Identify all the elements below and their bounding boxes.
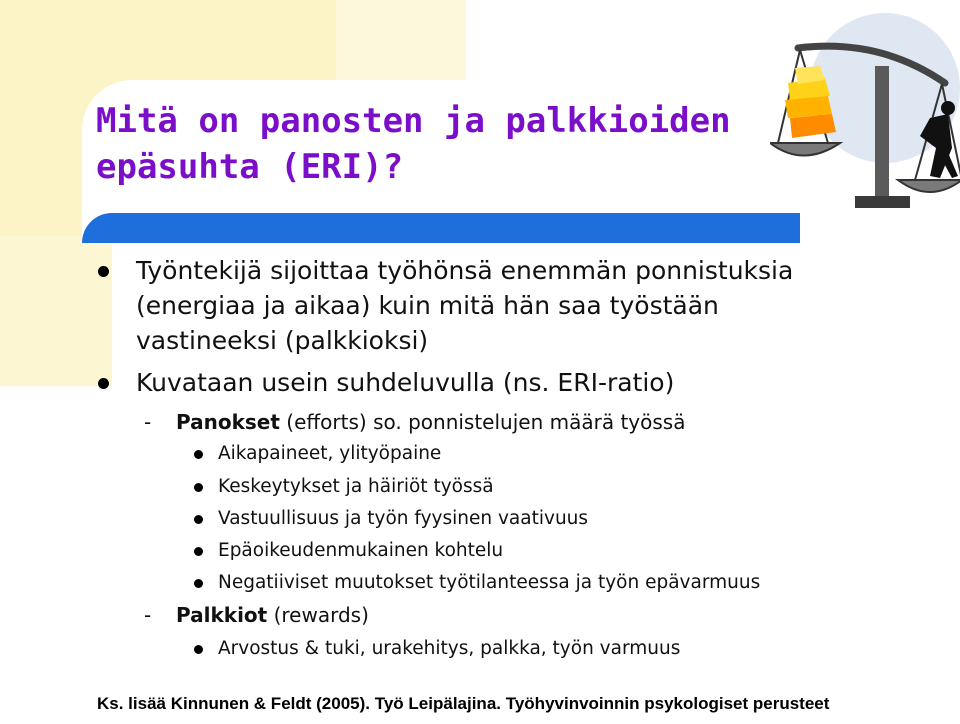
title-accent-bar [82,213,800,243]
bullet-text: (energiaa ja aikaa) kuin mitä hän saa työstään [136,291,719,320]
bullet-icon [98,378,109,389]
bullet-icon [194,515,203,524]
title-line-1: Mitä on panosten ja palkkioiden [96,101,731,141]
efforts-description: (efforts) so. ponnistelujen määrä työssä [279,410,686,434]
bullet-icon [194,547,203,556]
bullet-icon [194,483,203,492]
efforts-label: Panokset [176,410,280,434]
balance-scale-icon [770,8,960,213]
rewards-heading [176,601,369,629]
bullet-text: Työntekijä sijoittaa työhönsä enemmän ponnistuksia [136,256,794,285]
bullet-icon [194,450,203,459]
list-item: Vastuullisuus ja työn fyysinen vaativuus [218,508,589,529]
list-item: Arvostus & tuki, urakehitys, palkka, työn varmuus [218,638,681,659]
bullet-icon [98,266,109,277]
bullet-text: vastineeksi (palkkioksi) [136,326,429,355]
bullet-text: Kuvataan usein suhdeluvulla (ns. ERI-ratio) [136,368,675,397]
rewards-description: (rewards) [267,603,369,627]
slide-title [96,98,731,190]
dash-marker: - [144,603,152,627]
bullet-icon [194,645,203,654]
list-item: Epäoikeudenmukainen kohtelu [218,540,504,561]
list-item: Aikapaineet, ylityöpaine [218,443,442,464]
rewards-label: Palkkiot [176,603,268,627]
list-item: Negatiiviset muutokset työtilanteessa ja työn epävarmuus [218,572,761,593]
footer-reference: Ks. lisää Kinnunen & Feldt (2005). Työ Leipälajina. Työhyvinvoinnin psykologiset perusteet [97,694,830,713]
title-line-2: epäsuhta (ERI)? [96,147,404,187]
efforts-heading [176,408,685,436]
decorative-block-lower [0,236,112,386]
bullet-icon [194,579,203,588]
decorative-block-top [336,0,466,80]
list-item: Keskeytykset ja häiriöt työssä [218,476,494,497]
dash-marker: - [144,410,152,434]
